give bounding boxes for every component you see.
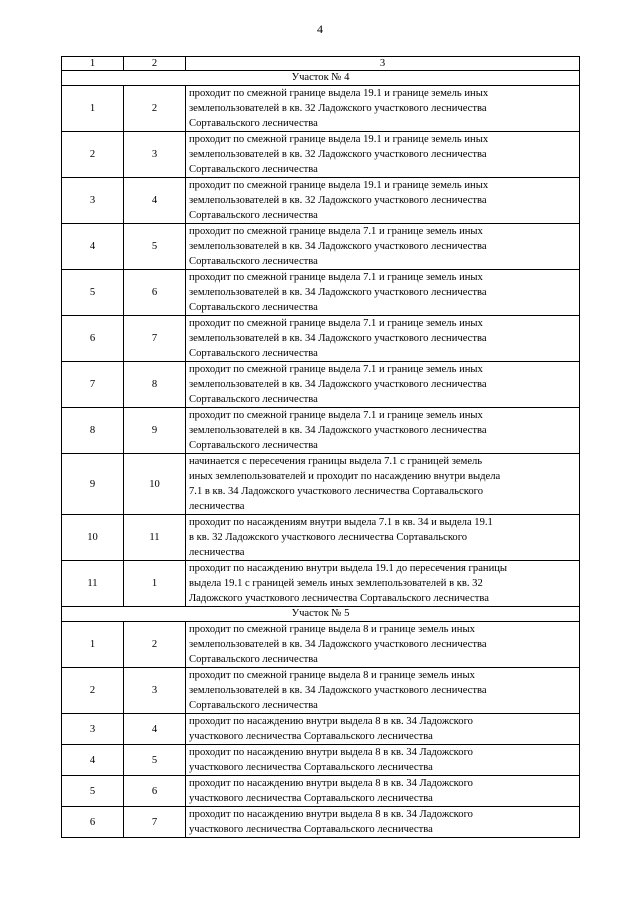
- description-line: Сортавальского лесничества: [189, 164, 318, 175]
- point-from: 2: [62, 668, 124, 714]
- point-to: 7: [124, 316, 186, 362]
- description-line: выдела 19.1 с границей земель иных землепользователей в кв. 32: [189, 578, 483, 589]
- boundary-description: [186, 454, 580, 515]
- description-line: землепользователей в кв. 34 Ладожского участкового лесничества: [189, 639, 487, 650]
- description-line: Сортавальского лесничества: [189, 256, 318, 267]
- point-from: 10: [62, 515, 124, 561]
- boundary-description: [186, 561, 580, 607]
- table-row: [62, 316, 580, 362]
- column-number-3: 3: [186, 57, 580, 71]
- table-row: [62, 668, 580, 714]
- point-to: 4: [124, 178, 186, 224]
- table-row: [62, 714, 580, 745]
- description-line: землепользователей в кв. 34 Ладожского участкового лесничества: [189, 685, 487, 696]
- table-row: [62, 776, 580, 807]
- description-line: проходит по смежной границе выдела 8 и границе земель иных: [189, 670, 475, 681]
- description-line: Сортавальского лесничества: [189, 654, 318, 665]
- description-line: Сортавальского лесничества: [189, 440, 318, 451]
- description-line: начинается с пересечения границы выдела 7.1 с границей земель: [189, 456, 483, 467]
- boundary-description: [186, 745, 580, 776]
- table-row: [62, 515, 580, 561]
- point-from: 4: [62, 745, 124, 776]
- point-to: 1: [124, 561, 186, 607]
- table-row: [62, 561, 580, 607]
- boundary-description: [186, 316, 580, 362]
- column-number-1: 1: [62, 57, 124, 71]
- table-row: [62, 224, 580, 270]
- description-line: землепользователей в кв. 34 Ладожского участкового лесничества: [189, 425, 487, 436]
- description-line: лесничества: [189, 501, 245, 512]
- description-line: землепользователей в кв. 34 Ладожского участкового лесничества: [189, 333, 487, 344]
- table-row: [62, 362, 580, 408]
- table-row: [62, 178, 580, 224]
- description-line: землепользователей в кв. 32 Ладожского участкового лесничества: [189, 103, 487, 114]
- description-line: лесничества: [189, 547, 245, 558]
- table-row: [62, 132, 580, 178]
- boundary-table: [61, 56, 580, 838]
- section-title-row: [62, 607, 580, 622]
- point-from: 3: [62, 178, 124, 224]
- description-line: проходит по насаждению внутри выдела 8 в кв. 34 Ладожского: [189, 778, 473, 789]
- point-from: 4: [62, 224, 124, 270]
- description-line: проходит по смежной границе выдела 7.1 и границе земель иных: [189, 410, 483, 421]
- description-line: участкового лесничества Сортавальского лесничества: [189, 762, 433, 773]
- point-from: 1: [62, 622, 124, 668]
- boundary-description: [186, 132, 580, 178]
- table-row: [62, 408, 580, 454]
- boundary-table-body: [62, 57, 580, 838]
- section-title: Участок № 4: [62, 71, 580, 86]
- point-to: 4: [124, 714, 186, 745]
- description-line: проходит по смежной границе выдела 19.1 и границе земель иных: [189, 180, 489, 191]
- description-line: проходит по смежной границе выдела 7.1 и границе земель иных: [189, 364, 483, 375]
- point-to: 11: [124, 515, 186, 561]
- description-line: Сортавальского лесничества: [189, 348, 318, 359]
- point-to: 3: [124, 132, 186, 178]
- table-row: [62, 745, 580, 776]
- point-from: 8: [62, 408, 124, 454]
- description-line: проходит по насаждению внутри выдела 8 в кв. 34 Ладожского: [189, 747, 473, 758]
- description-line: участкового лесничества Сортавальского лесничества: [189, 793, 433, 804]
- table-row: [62, 622, 580, 668]
- table-row: [62, 270, 580, 316]
- column-number-row: [62, 57, 580, 71]
- description-line: проходит по смежной границе выдела 8 и границе земель иных: [189, 624, 475, 635]
- description-line: в кв. 32 Ладожского участкового лесничества Сортавальского: [189, 532, 468, 543]
- description-line: проходит по смежной границе выдела 7.1 и границе земель иных: [189, 318, 483, 329]
- description-line: Сортавальского лесничества: [189, 118, 318, 129]
- description-line: землепользователей в кв. 34 Ладожского участкового лесничества: [189, 241, 487, 252]
- description-line: землепользователей в кв. 32 Ладожского участкового лесничества: [189, 195, 487, 206]
- point-from: 6: [62, 316, 124, 362]
- boundary-description: [186, 807, 580, 838]
- description-line: Сортавальского лесничества: [189, 210, 318, 221]
- point-to: 3: [124, 668, 186, 714]
- column-number-2: 2: [124, 57, 186, 71]
- point-to: 10: [124, 454, 186, 515]
- boundary-description: [186, 776, 580, 807]
- section-title: Участок № 5: [62, 607, 580, 622]
- point-from: 5: [62, 776, 124, 807]
- page-number: 4: [317, 22, 323, 36]
- point-to: 5: [124, 224, 186, 270]
- point-to: 8: [124, 362, 186, 408]
- description-line: проходит по насаждению внутри выдела 8 в кв. 34 Ладожского: [189, 716, 473, 727]
- description-line: Ладожского участкового лесничества Сортавальского лесничества: [189, 593, 489, 604]
- boundary-description: [186, 622, 580, 668]
- boundary-description: [186, 178, 580, 224]
- description-line: проходит по смежной границе выдела 19.1 и границе земель иных: [189, 88, 489, 99]
- point-to: 6: [124, 270, 186, 316]
- description-line: землепользователей в кв. 34 Ладожского участкового лесничества: [189, 379, 487, 390]
- point-from: 7: [62, 362, 124, 408]
- table-row: [62, 86, 580, 132]
- boundary-description: [186, 362, 580, 408]
- table-row: [62, 807, 580, 838]
- description-line: Сортавальского лесничества: [189, 700, 318, 711]
- point-from: 2: [62, 132, 124, 178]
- point-from: 9: [62, 454, 124, 515]
- boundary-description: [186, 86, 580, 132]
- description-line: землепользователей в кв. 34 Ладожского участкового лесничества: [189, 287, 487, 298]
- description-line: Сортавальского лесничества: [189, 302, 318, 313]
- point-from: 5: [62, 270, 124, 316]
- boundary-description: [186, 515, 580, 561]
- boundary-description: [186, 668, 580, 714]
- point-to: 2: [124, 86, 186, 132]
- section-title-row: [62, 71, 580, 86]
- description-line: участкового лесничества Сортавальского лесничества: [189, 824, 433, 835]
- description-line: проходит по насаждению внутри выдела 8 в кв. 34 Ладожского: [189, 809, 473, 820]
- description-line: 7.1 в кв. 34 Ладожского участкового лесничества Сортавальского: [189, 486, 483, 497]
- description-line: проходит по насаждению внутри выдела 19.1 до пересечения границы: [189, 563, 508, 574]
- description-line: землепользователей в кв. 32 Ладожского участкового лесничества: [189, 149, 487, 160]
- boundary-description: [186, 408, 580, 454]
- boundary-description: [186, 714, 580, 745]
- table-row: [62, 454, 580, 515]
- point-to: 5: [124, 745, 186, 776]
- point-to: 9: [124, 408, 186, 454]
- point-from: 3: [62, 714, 124, 745]
- description-line: проходит по смежной границе выдела 19.1 и границе земель иных: [189, 134, 489, 145]
- point-to: 7: [124, 807, 186, 838]
- point-from: 11: [62, 561, 124, 607]
- description-line: проходит по смежной границе выдела 7.1 и границе земель иных: [189, 226, 483, 237]
- description-line: участкового лесничества Сортавальского лесничества: [189, 731, 433, 742]
- description-line: проходит по смежной границе выдела 7.1 и границе земель иных: [189, 272, 483, 283]
- boundary-description: [186, 224, 580, 270]
- point-from: 1: [62, 86, 124, 132]
- point-to: 6: [124, 776, 186, 807]
- point-from: 6: [62, 807, 124, 838]
- description-line: иных землепользователей и проходит по насаждению внутри выдела: [189, 471, 501, 482]
- description-line: проходит по насаждениям внутри выдела 7.1 в кв. 34 и выдела 19.1: [189, 517, 493, 528]
- point-to: 2: [124, 622, 186, 668]
- boundary-description: [186, 270, 580, 316]
- description-line: Сортавальского лесничества: [189, 394, 318, 405]
